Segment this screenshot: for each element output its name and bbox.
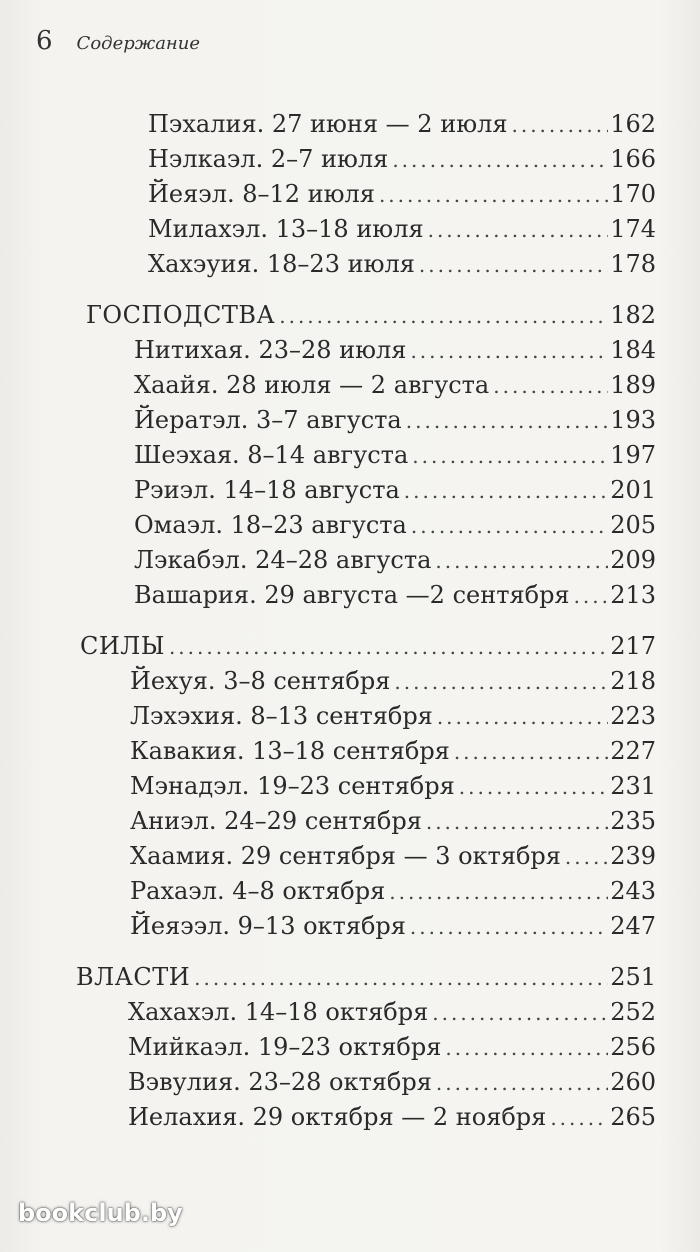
toc-section bbox=[76, 960, 656, 995]
toc-entry bbox=[148, 212, 656, 247]
toc-entry bbox=[134, 368, 656, 403]
toc-leader-dots bbox=[454, 735, 608, 769]
toc-entry-page: 213 bbox=[610, 581, 656, 609]
toc-entry-page: 223 bbox=[610, 702, 656, 730]
toc-entry-page: 218 bbox=[610, 667, 656, 695]
page-header bbox=[36, 26, 200, 56]
toc-entry bbox=[134, 508, 656, 543]
toc-entry bbox=[134, 333, 656, 368]
toc-leader-dots bbox=[565, 840, 608, 874]
toc-entry-page: 193 bbox=[610, 406, 656, 434]
toc-entry bbox=[148, 247, 656, 282]
toc-entry-title: Мэнадэл. 19–23 сентября bbox=[130, 772, 455, 800]
toc-leader-dots bbox=[412, 439, 608, 473]
toc-entry-title: Шеэхая. 8–14 августа bbox=[134, 441, 409, 469]
toc-entry-title: Вашария. 29 августа —2 сентября bbox=[134, 581, 570, 609]
toc-entry bbox=[130, 769, 656, 804]
toc-entry bbox=[148, 142, 656, 177]
toc-leader-dots bbox=[419, 248, 608, 282]
toc-entry bbox=[134, 438, 656, 473]
toc-entry-page: 184 bbox=[610, 336, 656, 364]
toc-entry-title: Милахэл. 13–18 июля bbox=[148, 215, 424, 243]
toc-entry-page: 260 bbox=[610, 1068, 656, 1096]
toc-section-page: 217 bbox=[610, 632, 656, 660]
page-number: 6 bbox=[36, 26, 53, 56]
toc-leader-dots bbox=[445, 1031, 608, 1065]
toc-entry-title: Хахэуия. 18–23 июля bbox=[148, 250, 415, 278]
toc-section-title: СИЛЫ bbox=[80, 632, 165, 660]
toc-entry-page: 197 bbox=[610, 441, 656, 469]
toc-entry bbox=[130, 664, 656, 699]
toc-section bbox=[80, 629, 656, 664]
toc-entry-page: 227 bbox=[610, 737, 656, 765]
toc-entry bbox=[130, 909, 656, 944]
toc-leader-dots bbox=[389, 875, 608, 909]
toc-entry-title: Йеяэл. 8–12 июля bbox=[148, 180, 375, 208]
toc-entry-title: Йеяээл. 9–13 октября bbox=[130, 912, 406, 940]
toc-leader-dots bbox=[406, 404, 608, 438]
toc-entry-page: 265 bbox=[610, 1103, 656, 1131]
toc-entry-page: 247 bbox=[610, 912, 656, 940]
toc-entry-title: Хахахэл. 14–18 октября bbox=[128, 998, 429, 1026]
toc-entry-page: 178 bbox=[610, 250, 656, 278]
toc-leader-dots bbox=[428, 213, 609, 247]
toc-entry-title: Иелахия. 29 октября — 2 ноября bbox=[128, 1103, 547, 1131]
toc-entry-title: Йератэл. 3–7 августа bbox=[134, 406, 402, 434]
toc-entry-title: Омаэл. 18–23 августа bbox=[134, 511, 407, 539]
toc-section-title: ГОСПОДСТВА bbox=[86, 301, 276, 329]
toc-entry-title: Мийкаэл. 19–23 октября bbox=[128, 1033, 442, 1061]
toc-entry-title: Рэиэл. 14–18 августа bbox=[134, 476, 400, 504]
toc-entry-page: 205 bbox=[610, 511, 656, 539]
toc-entry-page: 162 bbox=[610, 110, 656, 138]
toc-entry-title: Рахаэл. 4–8 октября bbox=[130, 877, 386, 905]
toc-entry-page: 209 bbox=[610, 546, 656, 574]
watermark: bookclub.by bbox=[18, 1199, 183, 1227]
toc-entry-title: Нэлкаэл. 2–7 июля bbox=[148, 145, 389, 173]
toc-leader-dots bbox=[279, 299, 608, 333]
toc-entry-page: 256 bbox=[610, 1033, 656, 1061]
toc-leader-dots bbox=[435, 544, 608, 578]
toc-entry-title: Йехуя. 3–8 сентября bbox=[130, 667, 391, 695]
toc-leader-dots bbox=[410, 910, 608, 944]
toc-entry bbox=[134, 403, 656, 438]
toc-leader-dots bbox=[394, 665, 608, 699]
toc-entry-title: Пэхалия. 27 июня — 2 июля bbox=[148, 110, 508, 138]
toc-leader-dots bbox=[436, 1066, 608, 1100]
toc-leader-dots bbox=[392, 143, 608, 177]
toc-entry bbox=[130, 699, 656, 734]
toc-leader-dots bbox=[493, 369, 608, 403]
toc-entry bbox=[128, 1065, 656, 1100]
toc-entry-title: Кавакия. 13–18 сентября bbox=[130, 737, 450, 765]
toc-entry-title: Нитихая. 23–28 июля bbox=[134, 336, 407, 364]
toc-entry bbox=[134, 578, 656, 613]
toc-entry-page: 174 bbox=[610, 215, 656, 243]
toc-entry bbox=[130, 734, 656, 769]
toc-entry bbox=[128, 995, 656, 1030]
toc-entry-page: 189 bbox=[610, 371, 656, 399]
toc-leader-dots bbox=[550, 1101, 608, 1135]
toc-leader-dots bbox=[194, 961, 608, 995]
toc-entry bbox=[130, 874, 656, 909]
toc-leader-dots bbox=[432, 996, 608, 1030]
toc-entry-page: 170 bbox=[610, 180, 656, 208]
toc-leader-dots bbox=[411, 509, 608, 543]
toc-entry bbox=[148, 107, 656, 142]
toc-entry-title: Лэкабэл. 24–28 августа bbox=[134, 546, 432, 574]
toc-leader-dots bbox=[437, 700, 608, 734]
toc-entry-page: 201 bbox=[610, 476, 656, 504]
toc-entry bbox=[130, 839, 656, 874]
toc-entry bbox=[128, 1100, 656, 1135]
toc-leader-dots bbox=[404, 474, 608, 508]
toc-entry bbox=[134, 473, 656, 508]
toc-entry-page: 235 bbox=[610, 807, 656, 835]
toc-entry bbox=[128, 1030, 656, 1065]
toc-entry bbox=[148, 177, 656, 212]
running-title: Содержание bbox=[76, 33, 201, 54]
toc-section-title: ВЛАСТИ bbox=[76, 963, 191, 991]
toc-leader-dots bbox=[426, 805, 608, 839]
toc-entry bbox=[134, 543, 656, 578]
toc-entry-title: Хаамия. 29 сентября — 3 октября bbox=[130, 842, 561, 870]
toc-leader-dots bbox=[410, 334, 608, 368]
toc-entry-title: Вэвулия. 23–28 октября bbox=[128, 1068, 432, 1096]
toc-leader-dots bbox=[459, 770, 608, 804]
toc-entry-page: 252 bbox=[610, 998, 656, 1026]
toc-leader-dots bbox=[169, 630, 608, 664]
toc-entry bbox=[130, 804, 656, 839]
toc-entry-title: Хаайя. 28 июля — 2 августа bbox=[134, 371, 490, 399]
toc-section bbox=[86, 298, 656, 333]
toc-leader-dots bbox=[574, 579, 609, 613]
toc-leader-dots bbox=[379, 178, 608, 212]
toc-section-page: 251 bbox=[610, 963, 656, 991]
toc-section-page: 182 bbox=[610, 301, 656, 329]
toc-entry-page: 166 bbox=[610, 145, 656, 173]
toc-entry-page: 239 bbox=[610, 842, 656, 870]
toc-leader-dots bbox=[511, 108, 608, 142]
toc-entry-title: Аниэл. 24–29 сентября bbox=[130, 807, 422, 835]
toc-entry-page: 231 bbox=[610, 772, 656, 800]
toc-entry-page: 243 bbox=[610, 877, 656, 905]
toc-entry-title: Лэхэхия. 8–13 сентября bbox=[130, 702, 433, 730]
